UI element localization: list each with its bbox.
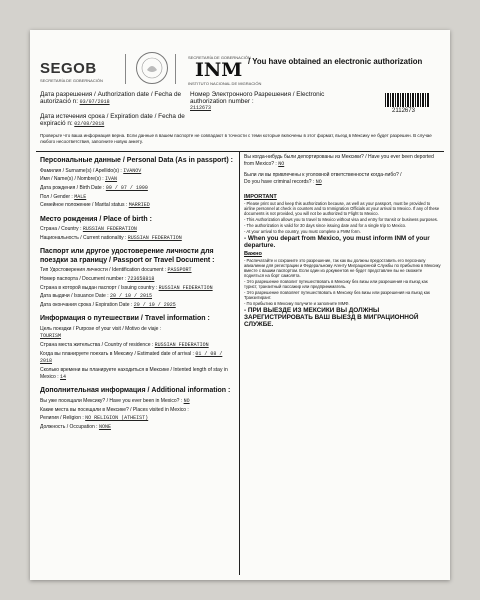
doc-number-value: 723658818 (127, 276, 155, 283)
travel-title: Информация о путешествии / Travel information : (40, 315, 210, 323)
passport-expiry-value: 20 / 10 / 2025 (133, 302, 176, 309)
religion-row: Религия / Religion : NO RELIGION (ATHEIST) (40, 415, 149, 422)
important-title-ru: Важно (244, 250, 262, 257)
deported-value: NO (278, 161, 285, 168)
issue-date-row: Дата выдачи / Issuance Date : 20 / 10 / 2015 (40, 293, 153, 300)
criminal-row: Были ли вы привлечены к уголовной ответственности когда-либо? / Do you have criminal records? : NO (244, 171, 402, 185)
segob-subtitle: SECRETARÍA DE GOBERNACIÓN (40, 78, 103, 83)
authorization-document (30, 30, 450, 580)
mexico-seal-icon (136, 52, 168, 84)
birth-country-row: Страна / Country : RUSSIAN FEDERATION (40, 226, 137, 233)
residence-row: Страна места жительства / Country of residence : RUSSIAN FEDERATION (40, 342, 209, 349)
header-divider-2 (175, 54, 176, 84)
important-section (244, 194, 442, 328)
doc-type-value: PASSPORT (167, 267, 192, 274)
expiration-date: Дата истечения срока / Expiration date / Fecha de expiració n: 02/08/2018 (40, 113, 185, 127)
nationality-value: RUSSIAN FEDERATION (127, 234, 182, 241)
passport-expiry-row: Дата окончания срока / Expiration Date : 20 / 10 / 2025 (40, 302, 176, 309)
birth-country-value: RUSSIAN FEDERATION (82, 226, 137, 233)
important-p3: - The authorization is valid for 30 days since issuing date and for a single trip to Mexico. (244, 222, 407, 228)
document-title: / You have obtained an electronic authorization (248, 57, 423, 66)
arrival-value: 01 / 08 / 2018 (40, 350, 223, 365)
left-column (40, 151, 235, 433)
authorization-date: Дата разрешения / Authorization date / Fecha de autorizació n: 03/07/2018 (40, 91, 182, 105)
residence-value: RUSSIAN FEDERATION (154, 342, 209, 349)
important-r2: - Это разрешение позволит путешествовать в Мексику без визы или разрешения на въезд как турист, транзитный пассажир или предприниматель. (244, 278, 428, 289)
issuing-country-value: RUSSIAN FEDERATION (158, 284, 213, 291)
important-r5: - ПРИ ВЫЕЗДЕ ИЗ МЕКСИКИ ВЫ ДОЛЖНЫ ЗАРЕГИСТРИРОВАТЬ ВАШ ВЫЕЗД В МИГРАЦИОННОЙ СЛУЖБЕ. (244, 306, 419, 328)
important-p4: - At your arrival to the country, you must complete a FMM form. (244, 228, 361, 234)
column-divider (239, 151, 240, 575)
occupation-value: NONE (98, 423, 111, 430)
barcode-number: 2112673 (392, 108, 415, 114)
marital-row: Семейное положение / Marital status : MARRIED (40, 202, 150, 209)
important-p5: - When you depart from Mexico, you must inform INM of your departure. (244, 234, 430, 249)
important-r3: - Это разрешение позволяет путешествовать в Мексику без визы или разрешения на въезд как Транзитирант. (244, 289, 430, 300)
purpose-value: TOURISM (40, 333, 62, 340)
header-divider (125, 54, 126, 84)
personal-data-title: Персональные данные / Personal Data (As in passport) : (40, 157, 233, 164)
occupation-row: Должность / Occupation : NONE (40, 423, 111, 430)
doc-number-row: Номер паспорта / Document number : 723658818 (40, 276, 155, 283)
name-value: IVAN (105, 176, 118, 183)
inm-logo: INM (195, 59, 243, 81)
stay-length-value: 14 (60, 374, 67, 380)
segob-logo: SEGOB (40, 60, 97, 77)
inm-top-subtitle: SECRETARÍA DE GOBERNACIÓN (188, 55, 251, 60)
important-p2: - This Authorization allows you to travel to Mexico without visa and entry for transit or business purposes. (244, 216, 439, 222)
issuing-country-row: Страна в которой выдан паспорт / Issuing country : RUSSIAN FEDERATION (40, 284, 213, 291)
deported-row: Вы когда-нибудь были депортированы из Мексики? / Have you ever been deported from Mexico? : NO (244, 154, 434, 168)
important-r4: - По прибытию в Мексику получите и заполните ММФ. (244, 300, 350, 306)
places-row: Какие места вы посещали в Мексике? / Places visited in Mexico : (40, 406, 189, 413)
been-mexico-value: NO (183, 397, 190, 404)
birth-date-row: Дата рождения / Birth Date : 09 / 07 / 1990 (40, 184, 148, 191)
important-p1: - Please print out and keep this authorization because, as well as your passport, must be provided to airline personnel at check in counters and to Immigration Officials at your arrival to Mexico. If any of these documents is not provided, you will not be authorized to Flight to Mexico. (244, 200, 440, 216)
name-row: Имя / Name(s) / Nombre(s) : IVAN (40, 176, 118, 183)
authorization-date-value: 03/07/2018 (79, 98, 110, 105)
verification-notice: Проверьте что ваша информация верна. Если данные в вашем паспорте не совпадают в точности с теми которые включены в этот формат, въезд в Мексику не будет разрешен. В случае любого несоответствия, заполните новую анкету. (40, 133, 432, 144)
inm-subtitle: INSTITUTO NACIONAL DE MIGRACIÓN (188, 81, 262, 86)
religion-value: NO RELIGION (ATHEIST) (85, 415, 149, 422)
surname-value: IVANOV (123, 167, 142, 174)
barcode-icon (385, 93, 430, 107)
criminal-value: NO (315, 178, 322, 185)
doc-type-row: Тип Удостоверения личности / Identification document : PASSPORT (40, 267, 192, 274)
authorization-number-value: 2112673 (190, 105, 212, 112)
authorization-number: Номер Электронного Разрешения / Electronic authorization number : 2112673 (190, 91, 325, 112)
important-title: IMPORTANT (244, 194, 277, 201)
additional-title: Дополнительная информация / Additional information : (40, 387, 231, 395)
surname-row: Фамилия / Surname(s) / Apellido(s) : IVANOV (40, 167, 142, 174)
issue-date-value: 20 / 10 / 2015 (110, 293, 153, 300)
marital-value: MARRIED (128, 202, 150, 209)
important-r1: - Распечатайте и сохраните это разрешение, так как вы должны предоставить его персоналу авиалинии для регистрации и Федеральному Агенту Миграционной Службы по прибытию в Мексику вместе с вашим паспортом. Если один из документов не будет представлен вы не сможете подняться на борт самолёта. (244, 257, 441, 278)
gender-value: MALE (74, 193, 87, 200)
purpose-row: Цель поездки / Purpose of your visit / Motivo de viaje : TOURISM (40, 326, 162, 340)
been-mexico-row: Вы уже посещали Мексику? / Have you ever been in Mexico? : NO (40, 397, 190, 404)
nationality-row: Национальность / Current nationality : RUSSIAN FEDERATION (40, 234, 182, 241)
gender-row: Пол / Gender : MALE (40, 193, 87, 200)
birth-place-title: Место рождения / Place of birth : (40, 215, 152, 223)
stay-length-row: Сколько времени вы планируете находиться в Мексике / Intented length of stay in Mexico : 14 (40, 366, 228, 380)
right-column (244, 154, 442, 329)
expiration-date-value: 02/08/2018 (74, 120, 105, 127)
arrival-row: Когда вы планируете поехать в Мексику / Estimated date of arrival : 01 / 08 / 2018 (40, 350, 223, 365)
birth-date-value: 09 / 07 / 1990 (105, 184, 148, 191)
passport-title: Паспорт или другое удостоверение личности для поездки за границу / Passport or Travel Document : (40, 248, 215, 264)
